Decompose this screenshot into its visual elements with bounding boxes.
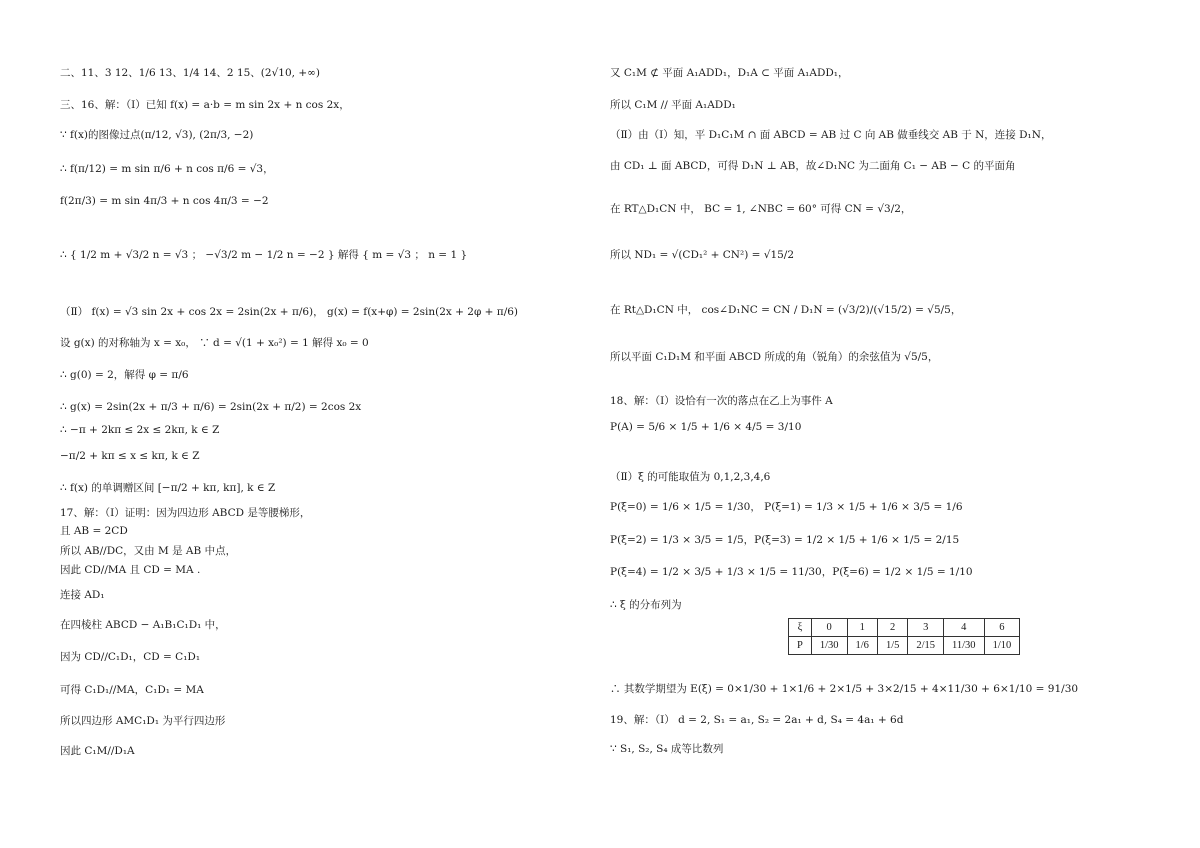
answer-line-r3: （Ⅱ）由（Ⅰ）知，平 D₁C₁M ∩ 面 ABCD = AB 过 C 向 AB 做垂线交 AB 于 N，连接 D₁N，: [610, 129, 1052, 141]
answer-line-r9: 18、解：（Ⅰ）设恰有一次的落点在乙上为事件 A: [610, 395, 833, 407]
answer-line-15: 且 AB = 2CD: [60, 525, 128, 537]
answer-line-r13: P(ξ=2) = 1/3 × 3/5 = 1/5，P(ξ=3) = 1/2 × 1/5 + 1/6 × 1/5 = 2/15: [610, 534, 960, 546]
answer-line-21: 可得 C₁D₁//MA，C₁D₁ = MA: [60, 684, 204, 696]
answer-line-r8: 所以平面 C₁D₁M 和平面 ABCD 所成的角（锐角）的余弦值为 √5/5，: [610, 351, 939, 363]
answer-line-18: 连接 AD₁: [60, 589, 105, 601]
table-cell: 11/30: [944, 637, 985, 655]
answer-line-3: ∵ f(x)的图像过点(π/12, √3), (2π/3, −2): [60, 129, 254, 141]
answer-line-12: −π/2 + kπ ≤ x ≤ kπ, k ∈ Z: [60, 450, 200, 462]
answer-line-7: （Ⅱ） f(x) = √3 sin 2x + cos 2x = 2sin(2x + π/6)， g(x) = f(x+φ) = 2sin(2x + 2φ + π/6): [60, 306, 519, 318]
answer-line-r1: 又 C₁M ⊄ 平面 A₁ADD₁，D₁A ⊂ 平面 A₁ADD₁，: [610, 67, 849, 79]
table-row: [789, 637, 1020, 655]
table-cell: 1/6: [847, 637, 877, 655]
table-cell: 3: [908, 619, 944, 637]
answer-line-20: 因为 CD//C₁D₁，CD = C₁D₁: [60, 651, 201, 663]
answer-line-r4: 由 CD₁ ⊥ 面 ABCD，可得 D₁N ⊥ AB，故∠D₁NC 为二面角 C₁ − AB − C 的平面角: [610, 160, 1016, 172]
table-cell: 1/5: [877, 637, 907, 655]
answer-line-14: 17、解：（Ⅰ）证明：因为四边形 ABCD 是等腰梯形，: [60, 507, 311, 519]
answer-line-22: 所以四边形 AMC₁D₁ 为平行四边形: [60, 715, 226, 727]
answer-line-17: 因此 CD//MA 且 CD = MA .: [60, 564, 201, 576]
table-cell: 6: [984, 619, 1020, 637]
answer-line-r7: 在 Rt△D₁CN 中， cos∠D₁NC = CN / D₁N = (√3/2)/(√15/2) = √5/5，: [610, 304, 962, 316]
answer-line-6: ∴ { 1/2 m + √3/2 n = √3 ； −√3/2 m − 1/2 n = −2 } 解得 { m = √3 ； n = 1 }: [60, 249, 468, 261]
answer-line-r18: ∵ S₁, S₂, S₄ 成等比数列: [610, 743, 724, 755]
answer-line-10: ∴ g(x) = 2sin(2x + π/3 + π/6) = 2sin(2x + π/2) = 2cos 2x: [60, 401, 362, 413]
table-cell: P: [789, 637, 812, 655]
table-cell: 1/10: [984, 637, 1020, 655]
answer-line-r17: 19、解：（Ⅰ） d = 2, S₁ = a₁, S₂ = 2a₁ + d, S₄ = 4a₁ + 6d: [610, 714, 904, 726]
answer-line-r14: P(ξ=4) = 1/2 × 3/5 + 1/3 × 1/5 = 11/30，P(ξ=6) = 1/2 × 1/5 = 1/10: [610, 566, 973, 578]
answer-line-r5: 在 RT△D₁CN 中， BC = 1, ∠NBC = 60° 可得 CN = √3/2，: [610, 203, 912, 215]
answer-line-8: 设 g(x) 的对称轴为 x = x₀， ∵ d = √(1 + x₀²) = 1 解得 x₀ = 0: [60, 337, 369, 349]
table-cell: 1: [847, 619, 877, 637]
table-cell: 4: [944, 619, 985, 637]
answer-line-r15: ∴ ξ 的分布列为: [610, 599, 682, 611]
table-cell: 2: [877, 619, 907, 637]
table-row: [789, 619, 1020, 637]
answer-line-1: 二、11、3 12、1/6 13、1/4 14、2 15、(2√10, +∞): [60, 67, 320, 79]
table-cell: ξ: [789, 619, 812, 637]
table-cell: 2/15: [908, 637, 944, 655]
table-cell: 0: [811, 619, 847, 637]
distribution-table: [788, 618, 1020, 655]
answer-line-11: ∴ −π + 2kπ ≤ 2x ≤ 2kπ, k ∈ Z: [60, 424, 220, 436]
answer-line-4: ∴ f(π/12) = m sin π/6 + n cos π/6 = √3，: [60, 163, 274, 175]
answer-line-16: 所以 AB//DC，又由 M 是 AB 中点，: [60, 545, 237, 557]
answer-line-2: 三、16、解：（Ⅰ）已知 f(x) = a·b = m sin 2x + n cos 2x，: [60, 99, 350, 111]
answer-line-r12: P(ξ=0) = 1/6 × 1/5 = 1/30， P(ξ=1) = 1/3 × 1/5 + 1/6 × 3/5 = 1/6: [610, 501, 963, 513]
answer-line-r6: 所以 ND₁ = √(CD₁² + CN²) = √15/2: [610, 249, 795, 261]
table-cell: 1/30: [811, 637, 847, 655]
answer-line-r10: P(A) = 5/6 × 1/5 + 1/6 × 4/5 = 3/10: [610, 421, 802, 433]
answer-line-5: f(2π/3) = m sin 4π/3 + n cos 4π/3 = −2: [60, 195, 269, 207]
answer-line-19: 在四棱柱 ABCD − A₁B₁C₁D₁ 中，: [60, 619, 226, 631]
answer-line-r16: ∴ 其数学期望为 E(ξ) = 0×1/30 + 1×1/6 + 2×1/5 + 3×2/15 + 4×11/30 + 6×1/10 = 91/30: [610, 683, 1079, 695]
answer-line-9: ∴ g(0) = 2，解得 φ = π/6: [60, 369, 189, 381]
answer-line-r11: （Ⅱ）ξ 的可能取值为 0,1,2,3,4,6: [610, 471, 771, 483]
answer-line-23: 因此 C₁M//D₁A: [60, 745, 135, 757]
answer-line-13: ∴ f(x) 的单调赠区间 [−π/2 + kπ, kπ], k ∈ Z: [60, 482, 276, 494]
answer-line-r2: 所以 C₁M // 平面 A₁ADD₁: [610, 99, 736, 111]
